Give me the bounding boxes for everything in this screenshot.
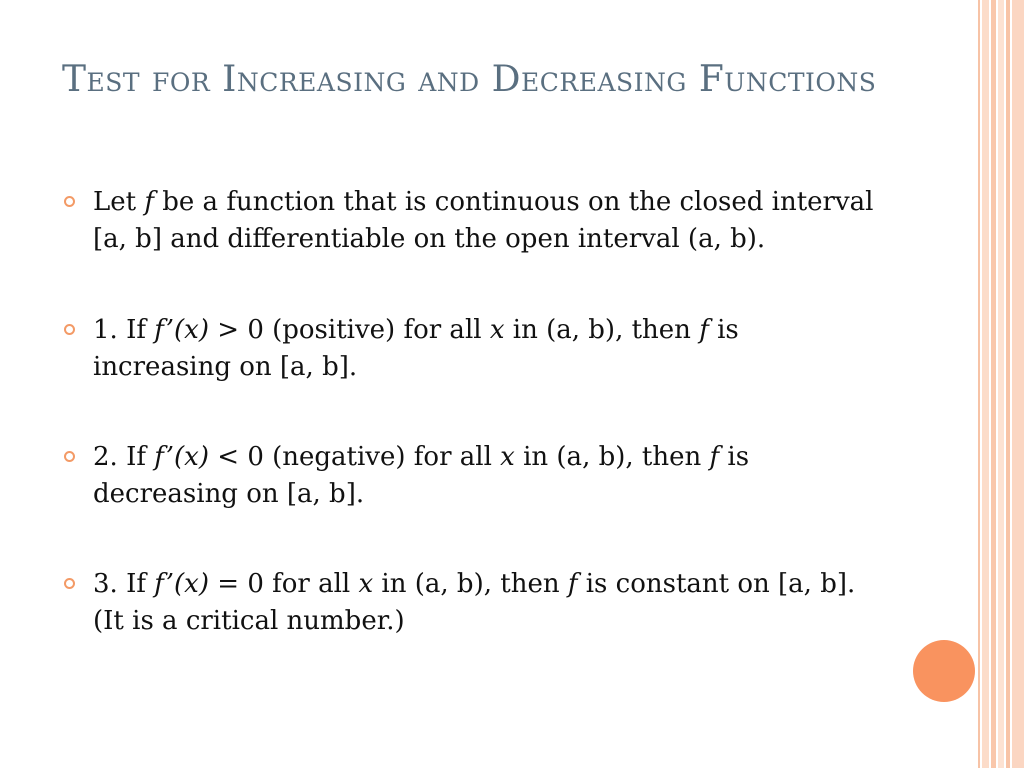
bullet-text-part: f’(x) <box>154 569 209 599</box>
bullet-text-part: x <box>489 315 505 345</box>
bullet-text-part: f <box>699 315 709 345</box>
bullet-text-part: 3. If <box>93 569 155 599</box>
bullet-text-part: x <box>358 569 374 599</box>
bullet-text-part: f <box>567 569 578 599</box>
bullet-text-part: x <box>500 442 515 472</box>
bullet-circle-icon <box>64 578 75 589</box>
decorative-stripe <box>978 0 980 768</box>
bullet-text-part: 1. If <box>93 315 155 345</box>
decorative-stripe <box>998 0 1004 768</box>
bullet-text-part: < 0 (negative) for all <box>209 442 501 472</box>
decorative-stripe <box>982 0 989 768</box>
bullet-text-part: is increasing on [a, b]. <box>93 315 739 382</box>
decorative-stripe <box>1006 0 1010 768</box>
decorative-stripe <box>1012 0 1024 768</box>
bullet-text-part: f’(x) <box>154 315 209 345</box>
bullet-text-part: = 0 for all <box>209 569 359 599</box>
bullet-text-part: is constant on [a, b]. (It is a critical number.) <box>93 569 856 636</box>
bullet-text-part: is decreasing on [a, b]. <box>93 442 750 509</box>
accent-circle <box>913 640 975 702</box>
bullet-text-part: 2. If <box>93 442 155 472</box>
bullet-text-part: Let <box>93 187 145 217</box>
bullet-circle-icon <box>64 196 75 207</box>
bullet-circle-icon <box>64 451 75 462</box>
bullet-item-increasing <box>62 312 882 386</box>
bullet-item-decreasing <box>62 439 882 513</box>
slide-title: Test for Increasing and Decreasing Functions <box>62 59 877 100</box>
decorative-stripe <box>991 0 996 768</box>
bullet-text-part: be a function that is continuous on the closed interval [a, b] and differentiable on the open interval (a, b). <box>93 187 874 254</box>
bullet-text-part: f <box>709 442 720 472</box>
bullet-text-part: f’(x) <box>154 442 209 472</box>
bullet-list <box>62 184 882 694</box>
bullet-text-part: in (a, b), then <box>504 315 700 345</box>
bullet-text-part: f <box>144 187 154 217</box>
bullet-text-part: in (a, b), then <box>373 569 568 599</box>
bullet-text-part: in (a, b), then <box>514 442 710 472</box>
bullet-item-definition <box>62 184 882 258</box>
bullet-item-constant <box>62 566 882 640</box>
bullet-circle-icon <box>64 324 75 335</box>
bullet-text-part: > 0 (positive) for all <box>209 315 490 345</box>
